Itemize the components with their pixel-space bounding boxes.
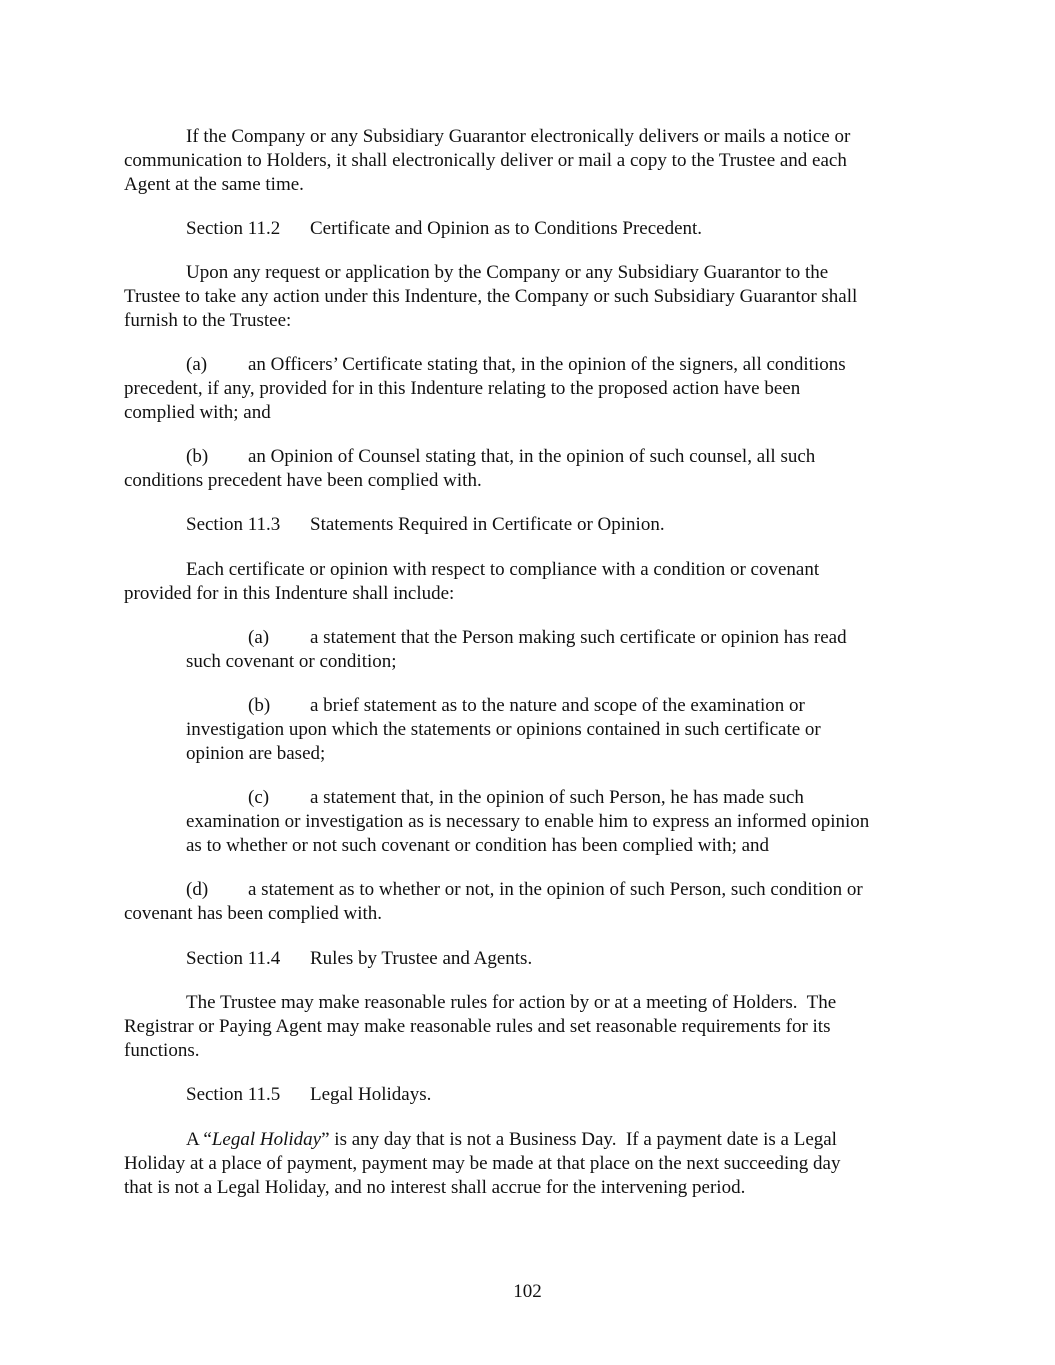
text-run: A “ <box>186 1129 212 1150</box>
section-number: Section 11.3 <box>186 514 281 535</box>
text-line: a statement that the Person making such certificate or opinion has read <box>310 627 847 648</box>
clause-label: (a) <box>186 354 208 375</box>
text-line: Upon any request or application by the Company or any Subsidiary Guarantor to the <box>186 262 829 283</box>
clause-label: (d) <box>186 879 209 900</box>
section-title: Legal Holidays. <box>310 1084 432 1105</box>
clause-label: (b) <box>248 695 271 716</box>
text-line: provided for in this Indenture shall include: <box>124 583 455 604</box>
text-line: a brief statement as to the nature and scope of the examination or <box>310 695 805 716</box>
text-line: conditions precedent have been complied with. <box>124 470 482 491</box>
text-line: an Officers’ Certificate stating that, in the opinion of the signers, all conditions <box>248 354 846 375</box>
section-title: Certificate and Opinion as to Conditions Precedent. <box>310 218 703 239</box>
text-run: ” is any day that is not a Business Day. If a payment date is a Legal <box>321 1129 837 1150</box>
text-line: opinion are based; <box>186 743 326 764</box>
text-line: investigation upon which the statements or opinions contained in such certificate or <box>186 719 821 740</box>
text-line: complied with; and <box>124 402 271 423</box>
text-line: furnish to the Trustee: <box>124 310 292 331</box>
defined-term: Legal Holiday <box>211 1129 322 1150</box>
text-line: Holiday at a place of payment, payment may be made at that place on the next succeeding day <box>124 1153 841 1174</box>
section-number: Section 11.2 <box>186 218 281 239</box>
clause-label: (c) <box>248 787 270 808</box>
section-number: Section 11.5 <box>186 1084 281 1105</box>
section-title: Statements Required in Certificate or Opinion. <box>310 514 665 535</box>
text-line: an Opinion of Counsel stating that, in the opinion of such counsel, all such <box>248 446 816 467</box>
text-line: Agent at the same time. <box>124 174 304 195</box>
section-number: Section 11.4 <box>186 948 281 969</box>
text-line: functions. <box>124 1040 200 1061</box>
page-number: 102 <box>513 1281 542 1302</box>
text-line: that is not a Legal Holiday, and no interest shall accrue for the intervening period. <box>124 1177 746 1198</box>
clause-label: (a) <box>248 627 270 648</box>
text-line: Each certificate or opinion with respect to compliance with a condition or covenant <box>186 559 820 580</box>
text-line: Registrar or Paying Agent may make reasonable rules and set reasonable requirements for its <box>124 1016 831 1037</box>
text-line: Trustee to take any action under this Indenture, the Company or such Subsidiary Guarantor shall <box>124 286 858 307</box>
section-title: Rules by Trustee and Agents. <box>310 948 533 969</box>
text-line: examination or investigation as is necessary to enable him to express an informed opinion <box>186 811 870 832</box>
text-line: The Trustee may make reasonable rules for action by or at a meeting of Holders. The <box>186 992 837 1013</box>
text-line: a statement that, in the opinion of such Person, he has made such <box>310 787 804 808</box>
text-line: as to whether or not such covenant or condition has been complied with; and <box>186 835 770 856</box>
text-line <box>186 1128 837 1152</box>
clause-label: (b) <box>186 446 209 467</box>
text-line: covenant has been complied with. <box>124 903 383 924</box>
text-line: precedent, if any, provided for in this Indenture relating to the proposed action have been <box>124 378 801 399</box>
text-line: a statement as to whether or not, in the opinion of such Person, such condition or <box>248 879 863 900</box>
text-line: communication to Holders, it shall electronically deliver or mail a copy to the Trustee and each <box>124 150 847 171</box>
text-line: such covenant or condition; <box>186 651 397 672</box>
text-line: If the Company or any Subsidiary Guarantor electronically delivers or mails a notice or <box>186 126 851 147</box>
